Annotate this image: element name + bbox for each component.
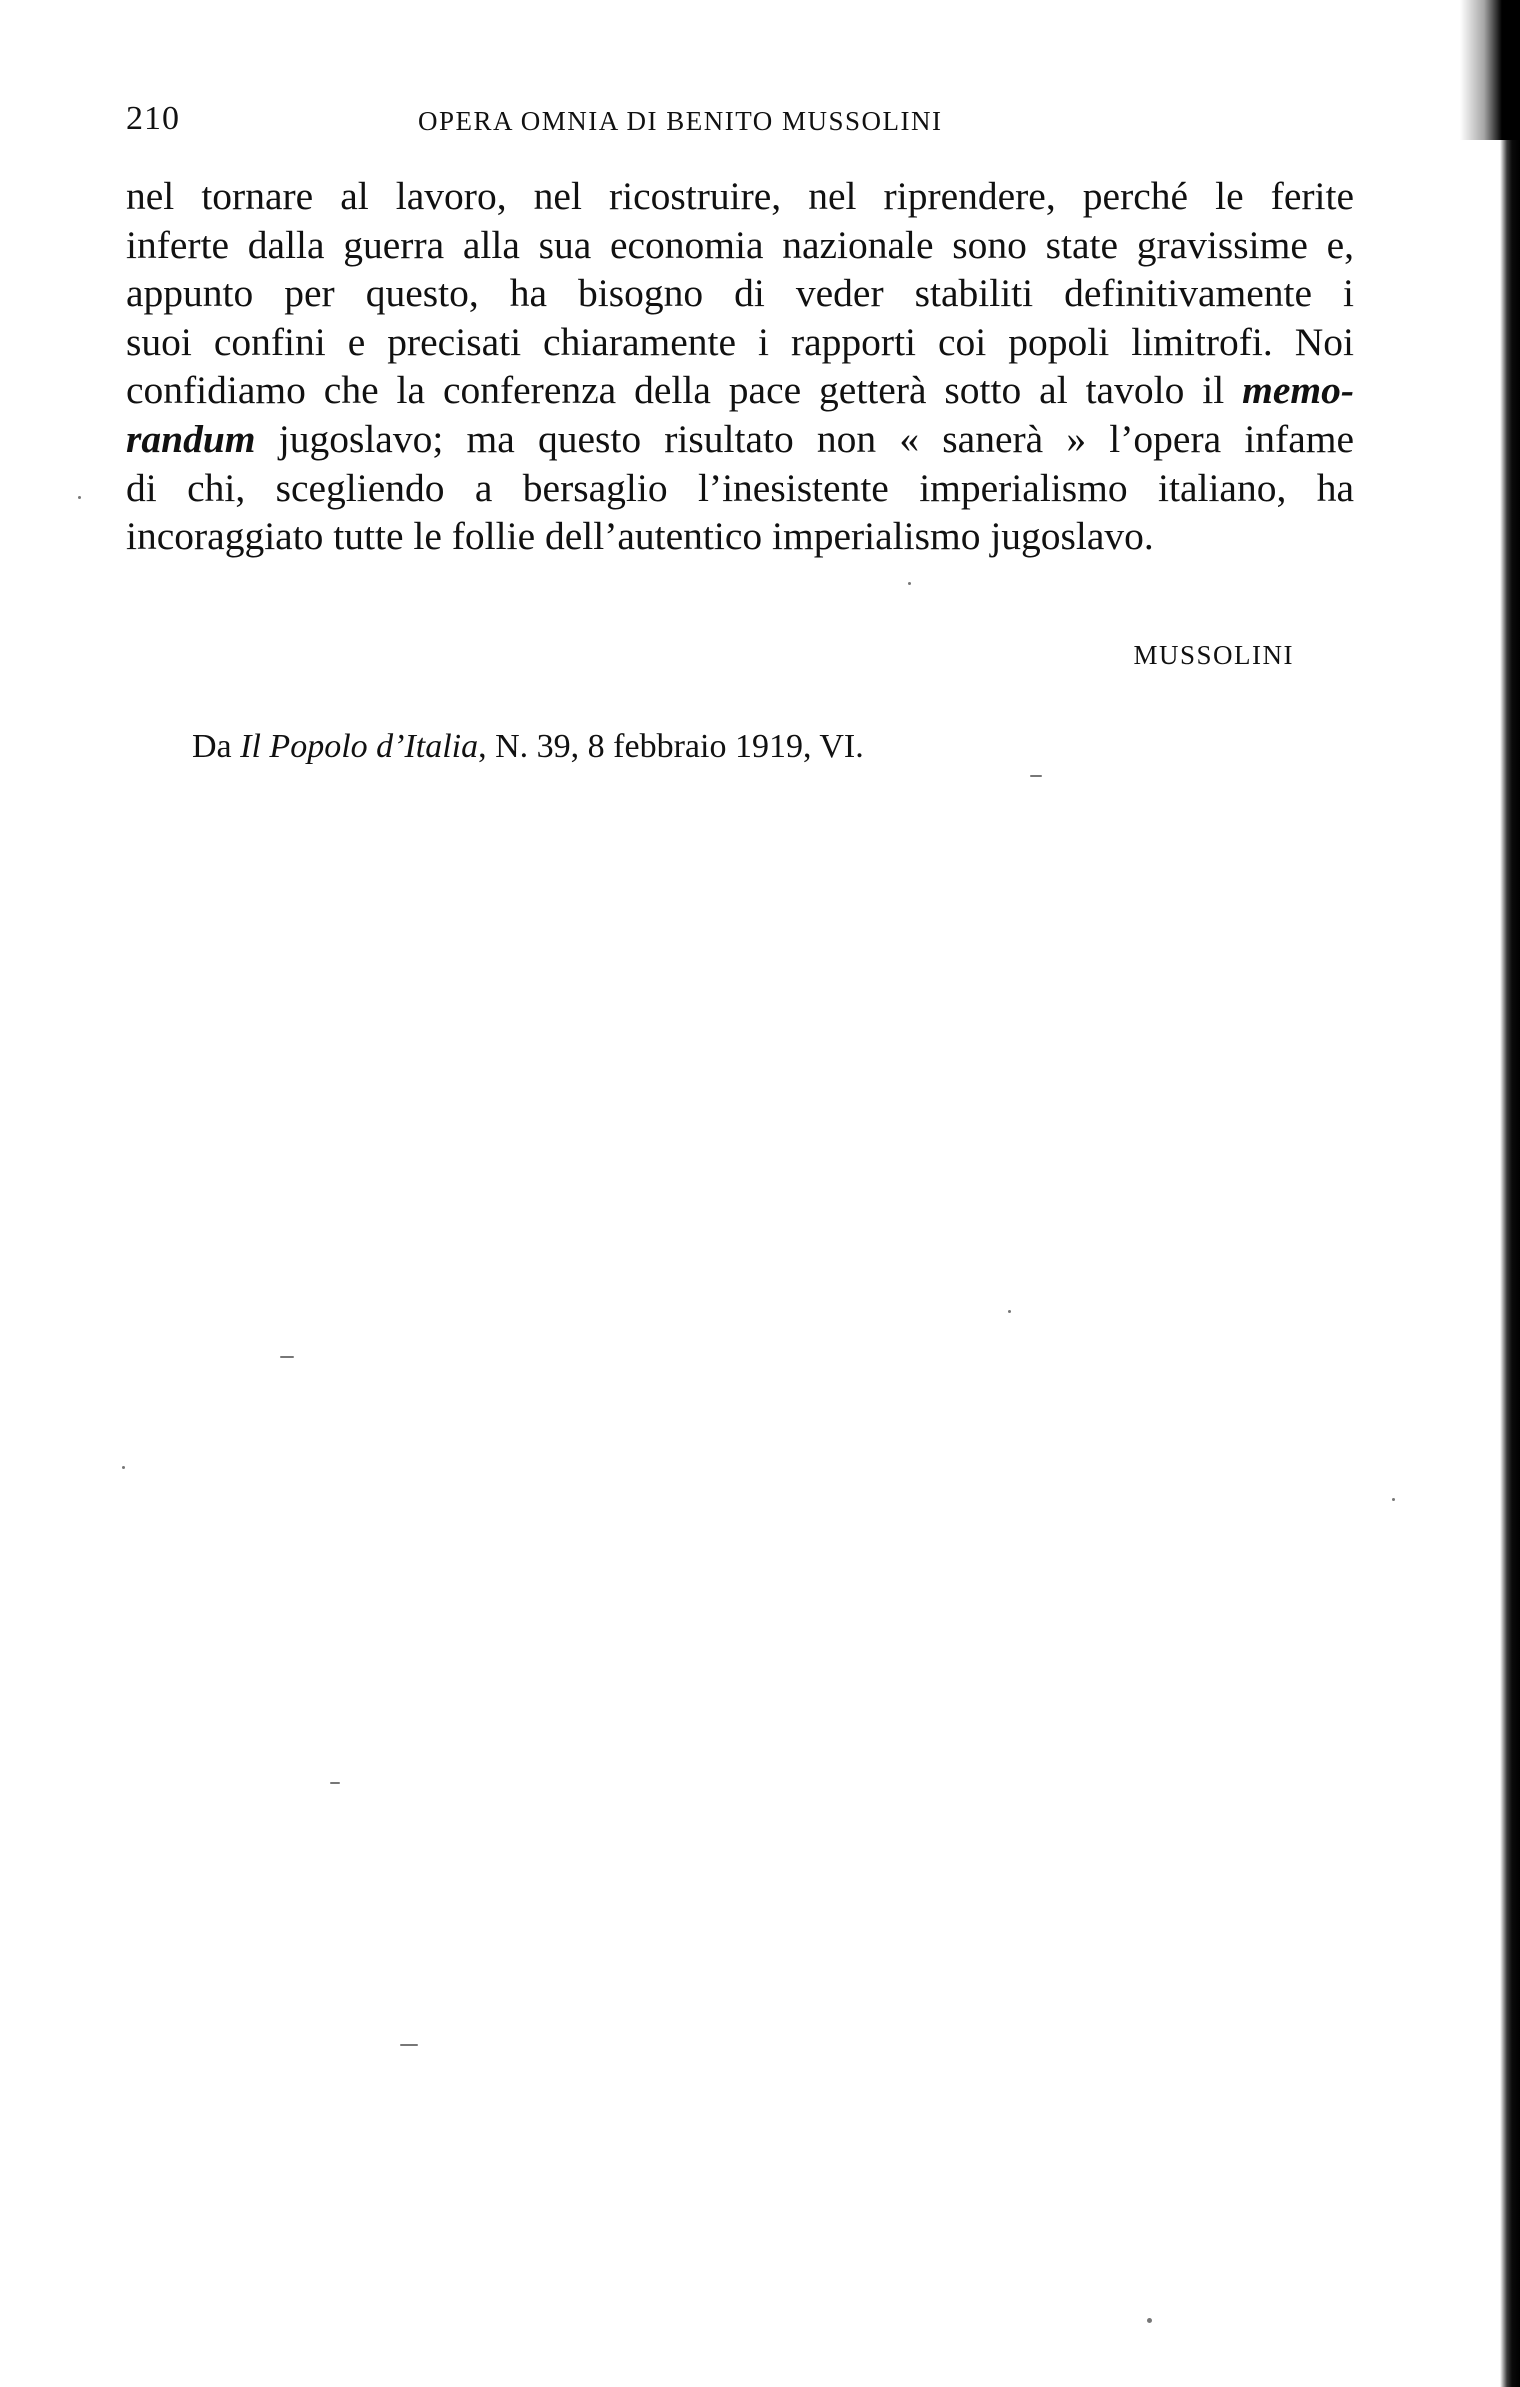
publication-title: Il Popolo d’Italia [240,728,479,765]
scan-speck [1030,775,1042,777]
body-line: incoraggiato tutte le follie dell’autentico imperialismo jugoslavo. [126,514,1154,559]
body-paragraph [126,172,1354,561]
body-line: di chi, scegliendo a bersaglio l’inesistente imperialismo italiano, ha [126,465,1354,510]
running-title: OPERA OMNIA DI BENITO MUSSOLINI [418,106,943,136]
body-line: appunto per questo, ha bisogno di veder stabiliti definitivamente i [126,271,1354,316]
italic-word: memo- [1242,368,1354,413]
body-line: randum jugoslavo; ma questo risultato non « sanerà » l’opera infame [126,416,1354,461]
scan-speck [78,496,81,499]
scan-speck [280,1356,294,1358]
scan-speck [400,2044,418,2046]
source-citation: Da Il Popolo d’Italia, N. 39, 8 febbraio 1919, VI. [192,728,864,765]
body-line: confidiamo che la conferenza della pace getterà sotto al tavolo il memo- [126,368,1354,413]
scan-speck [122,1466,125,1469]
signature: MUSSOLINI [1133,640,1294,670]
scan-speck [330,1782,340,1784]
body-line: suoi confini e precisati chiaramente i rapporti coi popoli limitrofi. Noi [126,319,1354,364]
running-head [126,100,1362,150]
scan-speck [908,582,911,585]
binding-shadow [1500,0,1520,2387]
body-line: inferte dalla guerra alla sua economia nazionale sono state gravissime e, [126,222,1354,267]
italic-word: randum [126,416,256,461]
body-line: nel tornare al lavoro, nel ricostruire, nel riprendere, perché le ferite [126,174,1354,218]
scan-speck [1392,1498,1395,1501]
page-number: 210 [126,100,180,137]
binding-shadow-top [1460,0,1520,140]
scan-speck [1147,2318,1152,2323]
scan-speck [1008,1310,1011,1313]
